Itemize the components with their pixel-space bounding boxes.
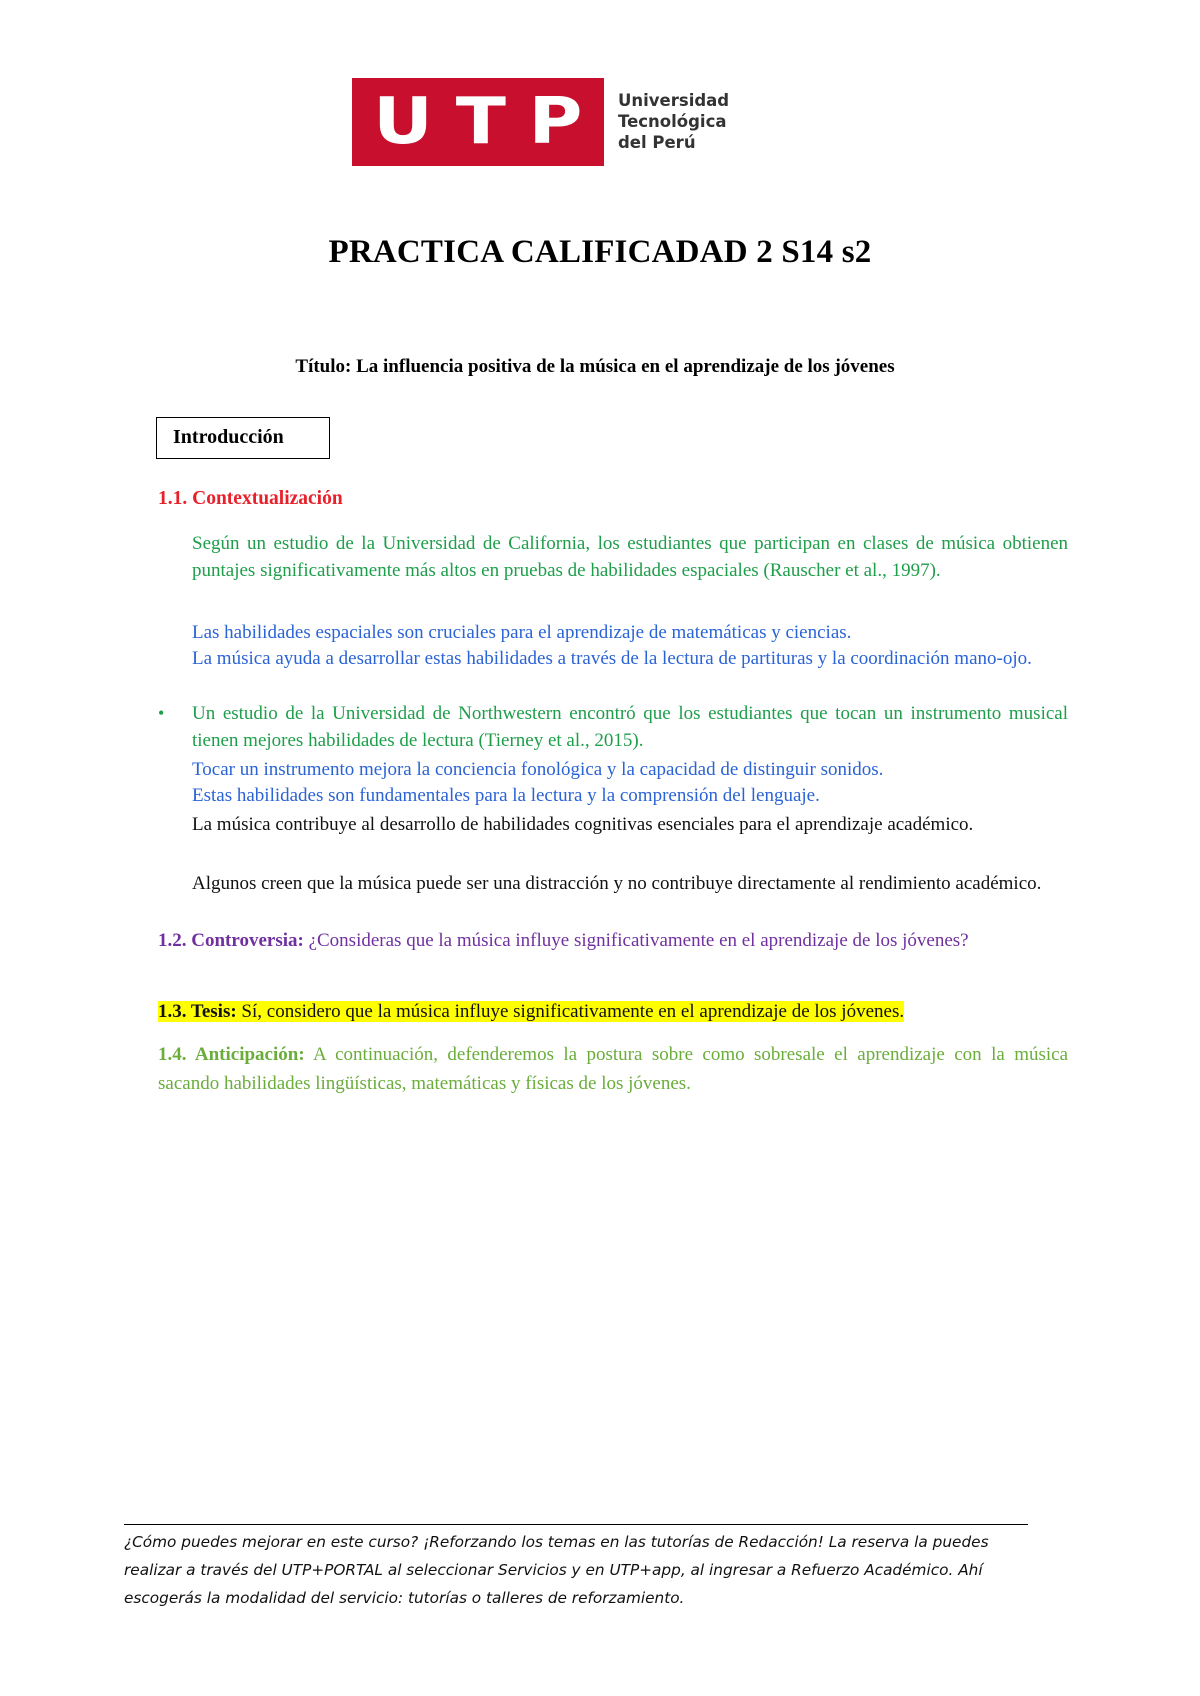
- bullet-marker: •: [158, 703, 165, 723]
- context-paragraph-8: Algunos creen que la música puede ser una distracción y no contribuye directamente al rendimiento académico.: [192, 873, 1042, 894]
- anticipation-label: 1.4. Anticipación:: [158, 1044, 305, 1065]
- logo-letter-p: P: [528, 85, 583, 159]
- utp-logo-wordmark: [618, 90, 729, 153]
- utp-logo-mark: [352, 78, 604, 166]
- contextualization-heading: 1.1. Contextualización: [158, 488, 343, 509]
- context-paragraph-2: Las habilidades espaciales son cruciales para el aprendizaje de matemáticas y ciencias.: [192, 622, 852, 643]
- logo-letter-t: T: [455, 85, 506, 159]
- footer-divider: [124, 1524, 1028, 1525]
- context-paragraph-5: Tocar un instrumento mejora la conciencia fonológica y la capacidad de distinguir sonidos.: [192, 759, 884, 780]
- context-paragraph-6: Estas habilidades son fundamentales para la lectura y la comprensión del lenguaje.: [192, 785, 820, 806]
- thesis-paragraph: [158, 998, 1068, 1025]
- thesis-text: Sí, considero que la música influye significativamente en el aprendizaje de los jóvenes.: [236, 1001, 905, 1022]
- context-paragraph-3: La música ayuda a desarrollar estas habilidades a través de la lectura de partituras y la coordinación mano-ojo.: [192, 648, 1032, 669]
- context-paragraph-1: Según un estudio de la Universidad de California, los estudiantes que participan en clases de música obtienen puntajes significativamente más altos en pruebas de habilidades espaciales (Rauscher et al., 1997).: [192, 533, 1068, 581]
- controversy-label: 1.2. Controversia:: [158, 930, 304, 951]
- page-title: PRACTICA CALIFICADAD 2 S14 s2: [328, 234, 872, 270]
- thesis-highlight: [158, 1001, 904, 1022]
- logo-line-2: Tecnológica: [618, 112, 727, 131]
- anticipation-paragraph: [158, 1040, 1068, 1098]
- logo-line-1: Universidad: [618, 91, 730, 110]
- logo-line-3: del Perú: [618, 133, 696, 152]
- document-subtitle: Título: La influencia positiva de la música en el aprendizaje de los jóvenes: [295, 356, 895, 377]
- logo-letter-u: U: [373, 85, 433, 159]
- utp-logo: [352, 78, 744, 166]
- footer-note: ¿Cómo puedes mejorar en este curso? ¡Reforzando los temas en las tutorías de Redacción! La reserva la puedes realizar a través del UTP+PORTAL al seleccionar Servicios y en UTP+app, al ingresar a Refuerzo Académico. Ahí escogerás la modalidad del servicio: tutorías o talleres de reforzamiento.: [124, 1533, 989, 1607]
- intro-section-box: Introducción: [156, 417, 330, 459]
- controversy-paragraph: [158, 927, 1068, 955]
- context-paragraph-7: La música contribuye al desarrollo de habilidades cognitivas esenciales para el aprendizaje académico.: [192, 814, 974, 835]
- controversy-text: ¿Consideras que la música influye significativamente en el aprendizaje de los jóvenes?: [303, 930, 969, 951]
- context-paragraph-4: Un estudio de la Universidad de Northwestern encontró que los estudiantes que tocan un instrumento musical tienen mejores habilidades de lectura (Tierney et al., 2015).: [192, 703, 1068, 751]
- thesis-label: 1.3. Tesis:: [158, 1001, 237, 1022]
- anticipation-text: A continuación, defenderemos la postura sobre como sobresale el aprendizaje con la música sacando habilidades lingüísticas, matemáticas y físicas de los jóvenes.: [158, 1044, 1069, 1094]
